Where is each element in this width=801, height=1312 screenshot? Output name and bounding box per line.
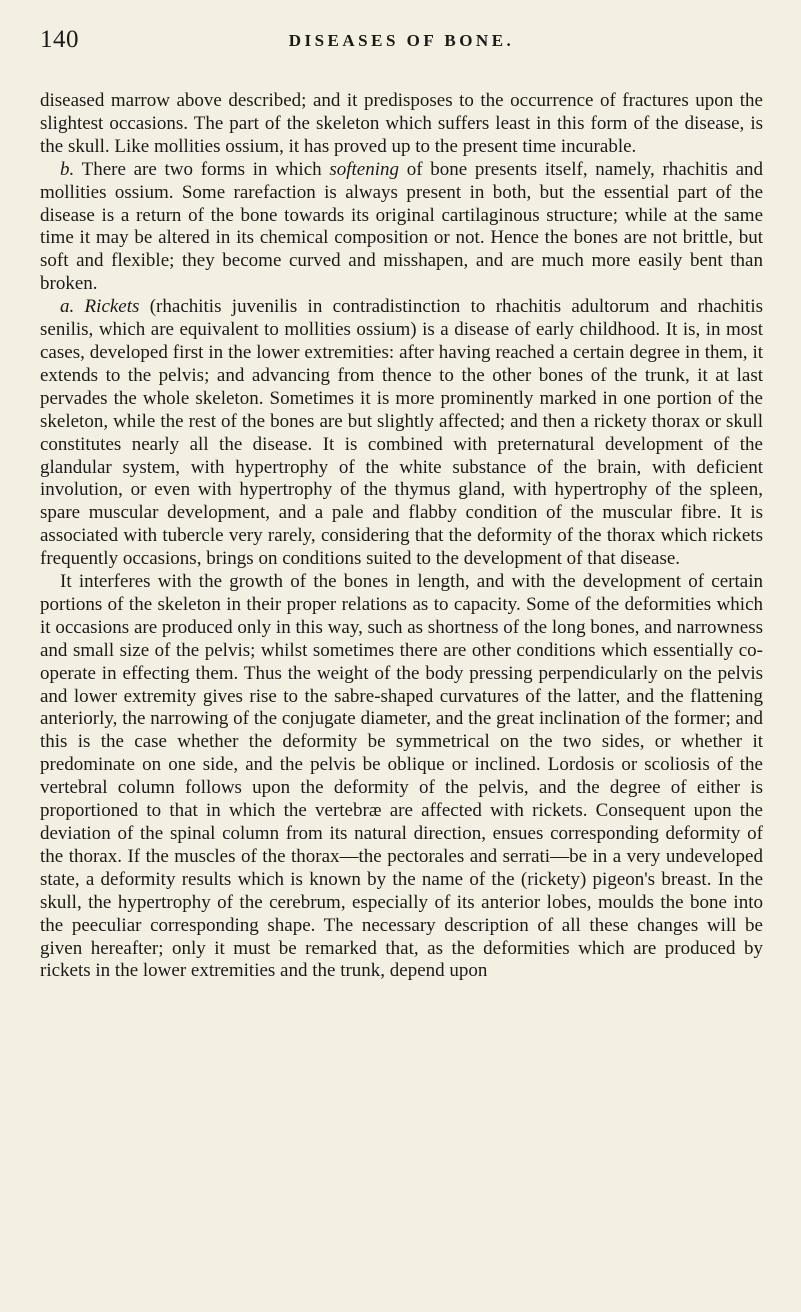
page-number: 140 <box>40 26 79 53</box>
italic-text: softening <box>329 158 400 180</box>
page-header <box>40 26 763 56</box>
italic-text: a. Rickets <box>60 296 140 318</box>
paragraph-text: It interferes with the growth of the bones in length, and with the development of certain portions of the skeleton in their proper relations as to capacity. Some of the deformities which it occasions are produced only in this way, such as shortness of the long bones, and narrowness and small size of the pelvis; whilst sometimes there are other conditions which essentially co-operate in effecting them. Thus the weight of the body pressing perpendicularly on the pelvis and lower extremity gives rise to the sabre-shaped curvatures of the latter, and the flattening anteriorly, the narrowing of the conjugate diameter, and the great inclination of the former; and this is the case whether the deformity be symmetrical on the two sides, or whether it predominate on one side, and the pelvis be oblique or inclined. Lordosis or scoliosis of the vertebral column follows upon the deformity of the pelvis, and the degree of either is proportioned to that in which the vertebræ are affected with rickets. Consequent upon the deviation of the spinal column from its natural direction, ensues corresponding deformity of the thorax. If the muscles of the thorax—the pectorales and serrati—be in a very undeveloped state, a deformity results which is known by the name of the (rickety) pigeon's breast. In the skull, the hypertrophy of the cerebrum, especially of its anterior lobes, moulds the bone into the peeculiar corresponding shape. The necessary description of all these changes will be given hereafter; only it must be remarked that, as the deformities which are produced by rickets in the lower extremities and the trunk, depend upon <box>40 571 763 982</box>
paragraph <box>40 296 763 571</box>
paragraph-text: diseased marrow above described; and it predisposes to the occurrence of fractures upon the slightest occasions. The part of the skeleton which suffers least in this form of the disease, is the skull. Like mollities ossium, it has proved up to the present time incurable. <box>40 90 763 157</box>
italic-text: b. <box>60 158 75 180</box>
paragraph <box>40 90 763 159</box>
paragraph-text: (rhachitis juvenilis in contradistinction to rhachitis adultorum and rhachitis senilis, which are equivalent to mollities ossium) is a disease of early childhood. It is, in most cases, developed first in the lower extremities: after having reached a certain degree in them, it extends to the pelvis; and advancing from thence to the other bones of the trunk, it at last pervades the whole skeleton. Sometimes it is more prominently marked in one portion of the skeleton, while the rest of the bones are but slightly affected; and then a rickety thorax or skull constitutes nearly all the disease. It is combined with preternatural development of the glandular system, with hypertrophy of the white substance of the brain, with deficient involution, or even with hypertrophy of the thymus gland, with hypertrophy of the spleen, spare muscular development, and a pale and flabby condition of the muscular fibre. It is associated with tubercle very rarely, considering that the deformity of the thorax which rickets frequently occasions, brings on conditions suited to the development of that disease. <box>40 296 763 570</box>
paragraph <box>40 159 763 296</box>
body-text <box>40 90 763 983</box>
paragraph-text: There are two forms in which <box>74 158 330 180</box>
running-title: DISEASES OF BONE. <box>288 31 515 50</box>
paragraph <box>40 571 763 983</box>
paragraph-text: of bone presents itself, namely, rhachitis and mollities ossium. Some rarefaction is always present in both, but the essential part of the disease is a return of the bone towards its original cartilaginous structure; while at the same time it may be altered in its chemical composition or not. Hence the bones are not brittle, but soft and flexible; they become curved and misshapen, and are much more easily bent than broken. <box>40 158 763 295</box>
